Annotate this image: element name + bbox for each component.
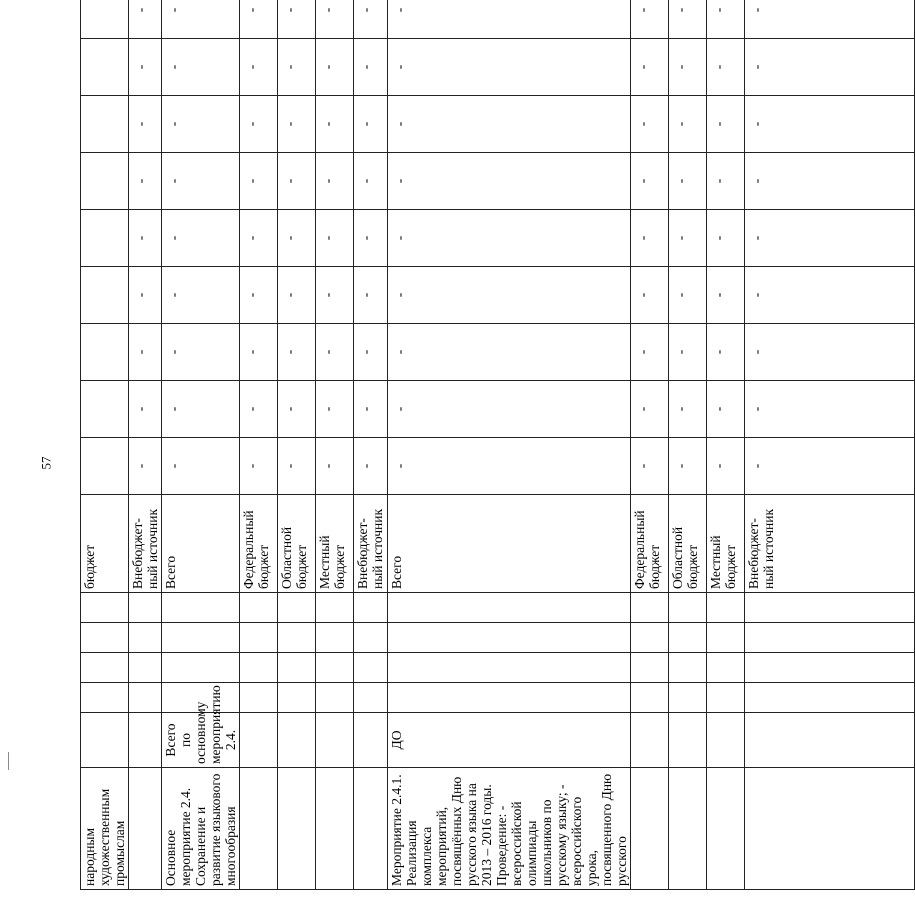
value-cell [81,324,129,381]
code-cell [669,653,707,683]
executor-cell [707,713,745,768]
code-cell [745,683,915,713]
value-cell [81,39,129,96]
activity-cell [354,768,388,890]
value-cell: - [631,153,669,210]
value-cell: - [162,438,240,495]
code-cell [745,623,915,653]
table-row [669,0,707,890]
code-cell [669,593,707,623]
code-cell [129,653,162,683]
code-cell [631,653,669,683]
value-cell: - [162,39,240,96]
code-cell [81,623,129,653]
value-cell: - [316,324,354,381]
code-cell [278,683,316,713]
executor-cell [354,713,388,768]
value-cell: - [707,153,745,210]
funding-source-cell: Федеральный бюджет [631,495,669,593]
value-cell [81,210,129,267]
code-cell [240,653,278,683]
value-cell: - [631,381,669,438]
value-cell [81,153,129,210]
value-cell: - [278,0,316,39]
funding-source-cell: бюджет [81,495,129,593]
code-cell [354,653,388,683]
value-cell: - [631,39,669,96]
value-cell: - [745,96,915,153]
code-cell [240,683,278,713]
value-cell: - [354,438,388,495]
code-cell [316,623,354,653]
value-cell: - [129,381,162,438]
value-cell: - [707,381,745,438]
code-cell [81,593,129,623]
value-cell: - [745,267,915,324]
table-row [316,0,354,890]
value-cell: - [240,210,278,267]
code-cell [240,593,278,623]
activity-cell: Мероприятие 2.4.1. Реализация комплекса мероприятий, посвящённых Дню русского языка на 2013 – 2016 годы. Проведение: - всероссийской олимпиады школьников по русскому языку; - всероссийского урока, посвященного Дню русского [388,768,631,890]
value-cell [81,267,129,324]
code-cell [631,623,669,653]
value-cell: - [669,438,707,495]
code-cell [129,593,162,623]
value-cell: - [162,153,240,210]
value-cell [81,438,129,495]
value-cell: - [745,0,915,39]
executor-cell [631,713,669,768]
value-cell: - [707,438,745,495]
value-cell: - [129,324,162,381]
value-cell: - [631,210,669,267]
value-cell: - [669,381,707,438]
value-cell: - [354,381,388,438]
value-cell: - [707,96,745,153]
table-row [129,0,162,890]
activity-cell [631,768,669,890]
value-cell: - [388,381,631,438]
value-cell: - [669,0,707,39]
value-cell: - [316,381,354,438]
value-cell: - [240,0,278,39]
code-cell [388,683,631,713]
scan-mark [8,752,9,770]
code-cell [707,653,745,683]
value-cell: - [354,324,388,381]
code-cell [81,683,129,713]
code-cell [81,653,129,683]
value-cell: - [240,324,278,381]
table-row [240,0,278,890]
code-cell [162,623,240,653]
value-cell: - [745,381,915,438]
value-cell: - [162,267,240,324]
executor-cell: Всего по основному мероприятию 2.4. [162,713,240,768]
value-cell: - [278,381,316,438]
value-cell: - [745,210,915,267]
value-cell: - [669,210,707,267]
executor-cell [745,713,915,768]
value-cell: - [388,0,631,39]
value-cell: - [162,210,240,267]
activity-cell [745,768,915,890]
activity-cell [278,768,316,890]
value-cell: - [278,39,316,96]
executor-cell [129,713,162,768]
value-cell: - [745,324,915,381]
value-cell: - [707,0,745,39]
code-cell [316,653,354,683]
code-cell [669,683,707,713]
value-cell: - [278,96,316,153]
value-cell: - [631,96,669,153]
table-row [745,0,915,890]
value-cell: - [669,96,707,153]
value-cell: - [316,267,354,324]
value-cell: - [240,381,278,438]
activity-cell [316,768,354,890]
code-cell [162,653,240,683]
activity-cell [129,768,162,890]
value-cell: - [388,96,631,153]
code-cell [669,623,707,653]
page-number: 57 [38,456,54,470]
table-row [278,0,316,890]
code-cell [316,593,354,623]
value-cell: - [669,39,707,96]
value-cell: - [745,39,915,96]
table-row [707,0,745,890]
value-cell: - [162,0,240,39]
value-cell: - [316,210,354,267]
value-cell: - [129,210,162,267]
funding-source-cell: Местный бюджет [707,495,745,593]
code-cell [316,683,354,713]
value-cell: - [240,153,278,210]
value-cell: - [354,267,388,324]
code-cell [129,683,162,713]
value-cell [81,381,129,438]
code-cell [707,623,745,653]
value-cell [81,0,129,39]
budget-table [80,0,915,890]
activity-cell [669,768,707,890]
value-cell: - [388,210,631,267]
value-cell: - [388,438,631,495]
value-cell: - [354,153,388,210]
code-cell [388,593,631,623]
code-cell [354,623,388,653]
code-cell [240,623,278,653]
code-cell [707,593,745,623]
value-cell: - [240,96,278,153]
funding-source-cell: Внебюджет-ный источник [354,495,388,593]
funding-source-cell: Местный бюджет [316,495,354,593]
executor-cell [669,713,707,768]
value-cell: - [240,438,278,495]
funding-source-cell: Внебюджет-ный источник [129,495,162,593]
value-cell: - [388,267,631,324]
value-cell: - [240,267,278,324]
value-cell [81,96,129,153]
value-cell: - [631,438,669,495]
value-cell: - [354,210,388,267]
value-cell: - [707,39,745,96]
funding-source-cell: Всего [388,495,631,593]
value-cell: - [316,96,354,153]
table-row [388,0,631,890]
funding-source-cell: Федеральный бюджет [240,495,278,593]
table-row [81,0,129,890]
code-cell [162,593,240,623]
value-cell: - [162,381,240,438]
code-cell [388,623,631,653]
value-cell: - [631,0,669,39]
table-row [354,0,388,890]
value-cell: - [669,324,707,381]
value-cell: - [162,324,240,381]
value-cell: - [162,96,240,153]
executor-cell: ДО [388,713,631,768]
funding-source-cell: Всего [162,495,240,593]
code-cell [388,653,631,683]
code-cell [278,623,316,653]
funding-source-cell: Областной бюджет [278,495,316,593]
value-cell: - [316,438,354,495]
activity-cell [707,768,745,890]
value-cell: - [316,153,354,210]
code-cell [354,683,388,713]
value-cell: - [745,438,915,495]
code-cell [631,593,669,623]
value-cell: - [240,39,278,96]
activity-cell: народным художественным промыслам [81,768,129,890]
code-cell [707,683,745,713]
activity-cell: Основное мероприятие 2.4. Сохранение и развитие языкового многообразия [162,768,240,890]
value-cell: - [129,96,162,153]
value-cell: - [129,0,162,39]
value-cell: - [316,0,354,39]
code-cell [631,683,669,713]
code-cell [129,623,162,653]
code-cell [278,593,316,623]
activity-cell [240,768,278,890]
value-cell: - [388,324,631,381]
executor-cell [81,713,129,768]
value-cell: - [669,153,707,210]
value-cell: - [354,0,388,39]
rotated-table-container [80,7,776,890]
table-row [162,0,240,890]
value-cell: - [129,267,162,324]
code-cell [354,593,388,623]
funding-source-cell: Областной бюджет [669,495,707,593]
value-cell: - [631,267,669,324]
value-cell: - [278,210,316,267]
value-cell: - [707,324,745,381]
table-row [631,0,669,890]
value-cell: - [388,153,631,210]
code-cell [278,653,316,683]
value-cell: - [278,324,316,381]
code-cell [745,593,915,623]
funding-source-cell: Внебюджет-ный источник [745,495,915,593]
value-cell: - [631,324,669,381]
value-cell: - [745,153,915,210]
value-cell: - [129,153,162,210]
value-cell: - [669,267,707,324]
value-cell: - [707,210,745,267]
executor-cell [240,713,278,768]
value-cell: - [354,39,388,96]
value-cell: - [388,39,631,96]
value-cell: - [707,267,745,324]
value-cell: - [316,39,354,96]
value-cell: - [278,267,316,324]
value-cell: - [129,39,162,96]
value-cell: - [278,153,316,210]
value-cell: - [278,438,316,495]
value-cell: - [354,96,388,153]
code-cell [745,653,915,683]
executor-cell [316,713,354,768]
executor-cell [278,713,316,768]
value-cell: - [129,438,162,495]
